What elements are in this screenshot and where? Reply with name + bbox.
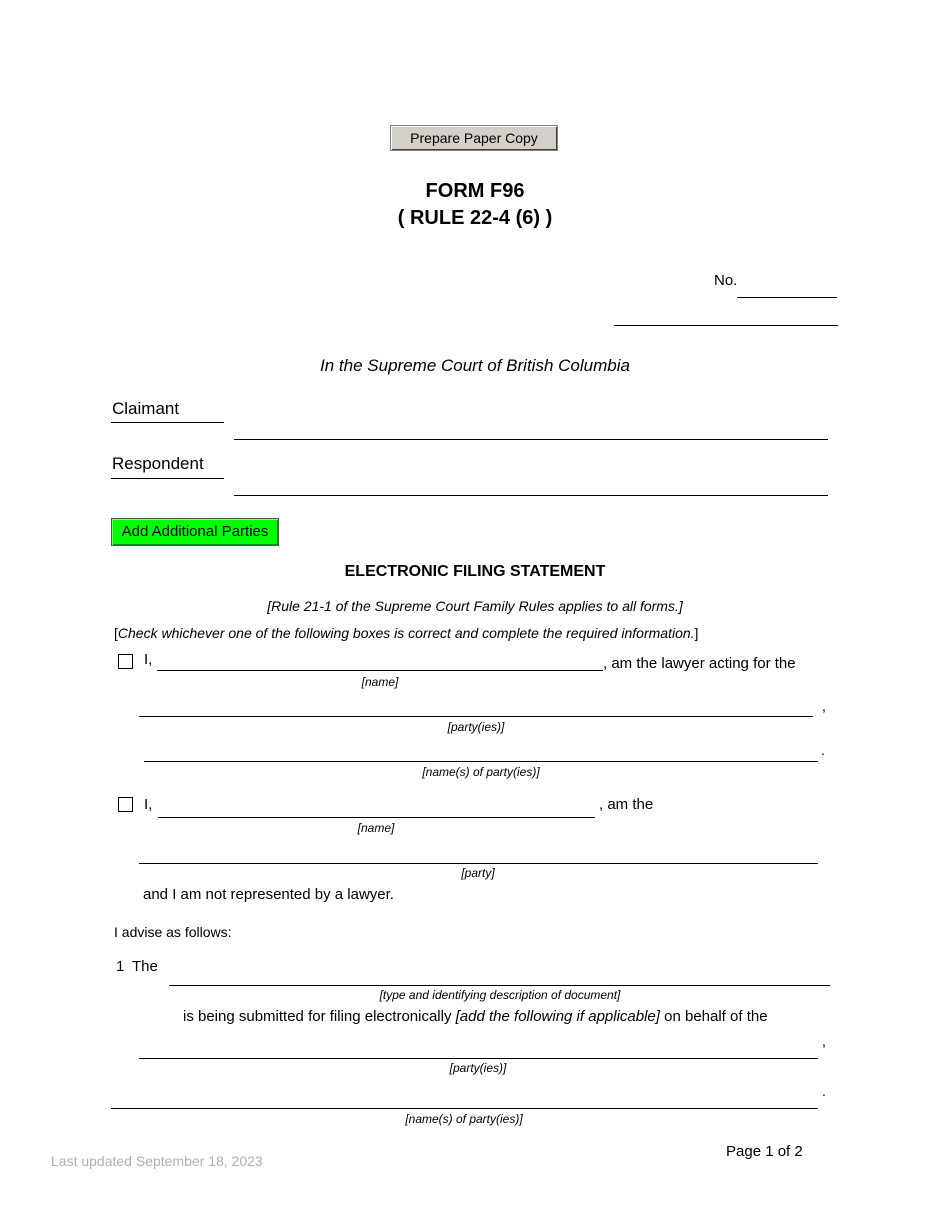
check-instruction-text: Check whichever one of the following boxes is correct and complete the required information.: [117, 625, 695, 641]
option1-comma: ,: [822, 698, 826, 714]
self-name-field[interactable]: [158, 817, 595, 818]
lawyer-checkbox[interactable]: [118, 654, 133, 669]
option2-i-label: I,: [144, 796, 153, 813]
submitted-sentence: [183, 1008, 768, 1025]
form-rule: ( RULE 22-4 (6) ): [397, 207, 553, 229]
court-name: In the Supreme Court of British Columbia: [320, 356, 630, 375]
option2-suffix: , am the: [599, 796, 654, 813]
advise-parties-caption: [party(ies)]: [449, 1061, 507, 1075]
respondent-field[interactable]: [234, 495, 828, 496]
check-instruction-close: ]: [694, 625, 699, 641]
lawyer-name-field[interactable]: [157, 670, 603, 671]
submitted-text: is being submitted for filing electronically: [183, 1008, 452, 1025]
document-caption: [type and identifying description of document]: [379, 988, 621, 1002]
claimant-label-underline: [111, 422, 224, 423]
registry-field[interactable]: [614, 325, 838, 326]
item-number: 1: [116, 958, 125, 975]
if-applicable-text: [add the following if applicable]: [455, 1008, 660, 1025]
advise-period: .: [822, 1083, 826, 1099]
advise-names-field[interactable]: [111, 1108, 818, 1109]
prepare-paper-copy-button[interactable]: Prepare Paper Copy: [390, 125, 558, 151]
not-represented-text: and I am not represented by a lawyer.: [143, 886, 394, 903]
file-number-field[interactable]: [737, 297, 837, 298]
option2-name-caption: [name]: [357, 821, 395, 835]
last-updated: Last updated September 18, 2023: [51, 1153, 263, 1169]
option1-parties-field[interactable]: [139, 716, 813, 717]
file-number-label: No.: [714, 272, 738, 289]
advise-intro: I advise as follows:: [114, 924, 232, 940]
claimant-label: Claimant: [112, 399, 180, 418]
respondent-label: Respondent: [112, 454, 204, 473]
document-description-field[interactable]: [169, 985, 830, 986]
advise-names-caption: [name(s) of party(ies)]: [405, 1112, 523, 1126]
check-instruction: [114, 625, 698, 641]
item-the: The: [132, 958, 158, 975]
option1-name-caption: [name]: [361, 675, 399, 689]
rule-note: [Rule 21-1 of the Supreme Court Family Rules applies to all forms.]: [267, 598, 683, 614]
add-additional-parties-button[interactable]: Add Additional Parties: [111, 518, 279, 546]
option1-i-label: I,: [144, 651, 153, 668]
page-number: Page 1 of 2: [726, 1143, 803, 1160]
option1-period: .: [821, 742, 825, 758]
form-title: FORM F96: [425, 180, 525, 202]
claimant-field[interactable]: [234, 439, 828, 440]
advise-parties-field[interactable]: [139, 1058, 818, 1059]
self-represented-checkbox[interactable]: [118, 797, 133, 812]
check-instruction-open: [: [114, 625, 118, 641]
behalf-text: on behalf of the: [664, 1008, 768, 1025]
respondent-label-underline: [111, 478, 224, 479]
advise-comma: ,: [822, 1033, 826, 1049]
option1-names-caption: [name(s) of party(ies)]: [422, 765, 540, 779]
statement-heading: ELECTRONIC FILING STATEMENT: [344, 563, 606, 580]
option1-suffix: , am the lawyer acting for the: [603, 655, 796, 672]
option1-names-field[interactable]: [144, 761, 818, 762]
option2-party-caption: [party]: [461, 866, 495, 880]
option2-party-field[interactable]: [139, 863, 818, 864]
option1-parties-caption: [party(ies)]: [447, 720, 505, 734]
